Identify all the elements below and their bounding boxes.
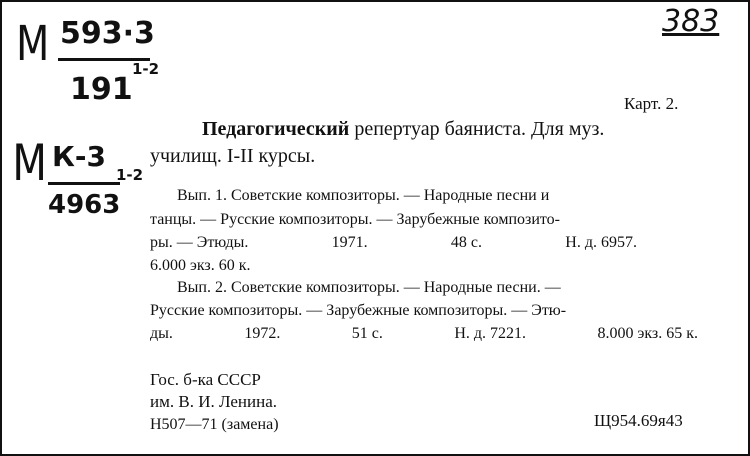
shelfmark-1-volumes: 1-2: [132, 60, 160, 78]
library-line-2: им. В. И. Ленина.: [150, 392, 278, 411]
vol2-copies-price: 8.000 экз. 65 к.: [597, 325, 698, 342]
vol1-order: Н. д. 6957.: [565, 234, 637, 251]
vol2-pages: 51 с.: [351, 325, 383, 342]
shelfmark-1-letter: М: [16, 16, 50, 72]
vol2-order: Н. д. 7221.: [454, 325, 527, 342]
vol1-pages: 48 с.: [450, 234, 483, 251]
vol1-year: 1971.: [331, 234, 368, 251]
vol2-line-2: Русские композиторы. — Зарубежные композиторы. — Этю-: [150, 302, 567, 319]
card-label: Карт. 2.: [624, 94, 679, 113]
card-code: Н507—71 (замена): [150, 416, 279, 433]
vol2-part: ды.: [150, 325, 173, 342]
vol1-line-1: Вып. 1. Советские композиторы. — Народные песни и: [177, 187, 550, 204]
title-bold: Педагогический: [202, 118, 350, 140]
shelfmark-1-code: 593·3: [60, 16, 155, 51]
vol1-line-2: танцы. — Русские композиторы. — Зарубежные композито-: [150, 211, 560, 228]
vol2-year: 1972.: [244, 325, 281, 342]
shelfmark-2-rule: [48, 182, 120, 185]
library-line-1: Гос. б-ка СССР: [150, 370, 261, 389]
shelfmark-2-number: 4963: [48, 190, 121, 220]
vol2-line-1: Вып. 2. Советские композиторы. — Народные песни. —: [177, 279, 561, 296]
shelfmark-2-letter: М: [12, 134, 47, 192]
vol1-part: ры. — Этюды.: [150, 234, 249, 251]
title-line-1: [202, 116, 604, 142]
title-line-2: училищ. I-II курсы.: [150, 145, 316, 167]
shelfmark-2-code: К-3: [52, 140, 106, 173]
shelfmark-2-volumes: 1-2: [116, 166, 144, 184]
shelfmark-1-number: 191: [70, 72, 133, 107]
vol1-line-4: 6.000 экз. 60 к.: [150, 257, 251, 274]
title-rest: репертуар баяниста. Для муз.: [349, 118, 605, 140]
classification-index: Щ954.69я43: [594, 411, 683, 430]
vol2-line-3: [150, 324, 698, 344]
inventory-number: 383: [662, 4, 720, 39]
vol1-line-3: [150, 233, 637, 253]
